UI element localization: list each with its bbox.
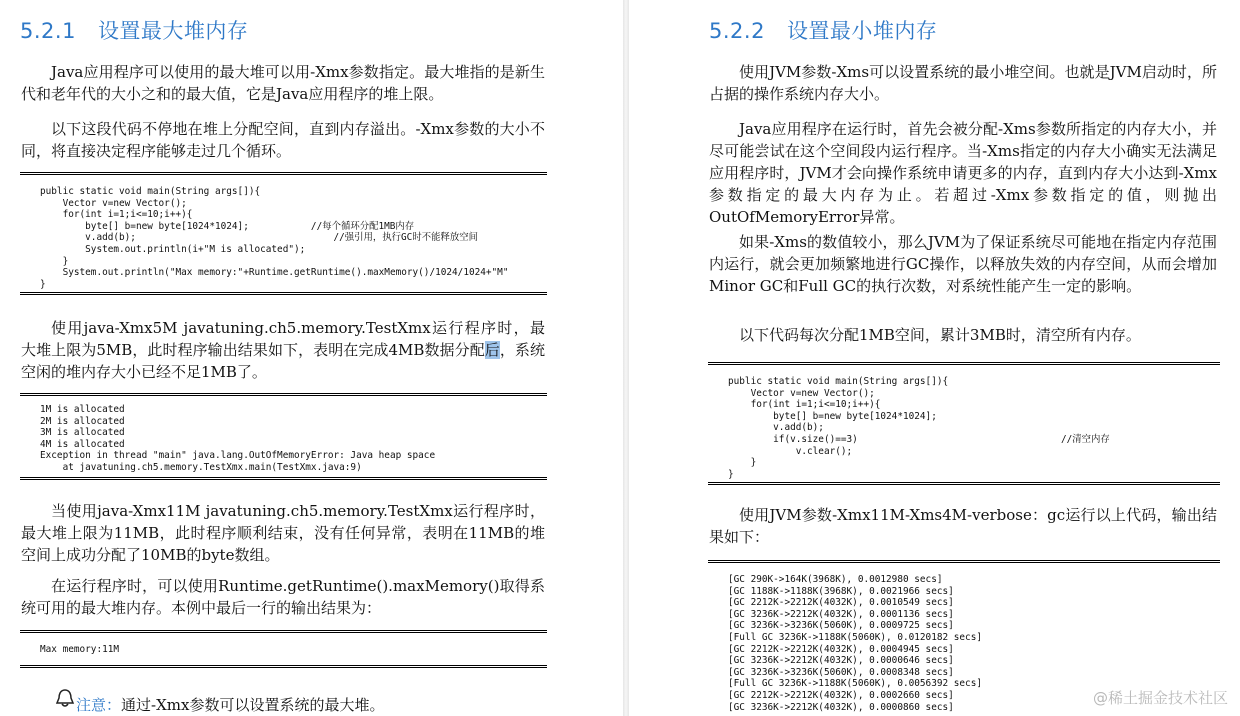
console-output: Max memory:11M: [40, 644, 120, 655]
code-rule-top: [20, 630, 547, 633]
bell-icon: [54, 688, 76, 708]
paragraph: 使用JVM参数-Xms可以设置系统的最小堆空间。也就是JVM启动时，所占据的操作系统内存大小。: [709, 63, 1217, 103]
paragraph: 以下代码每次分配1MB空间，累计3MB时，清空所有内存。: [739, 326, 1141, 344]
paragraph: [21, 317, 545, 383]
code-rule-bottom: [20, 477, 547, 480]
code-block: public static void main(String args[]){ Vector v=new Vector(); for(int i=1;i<=10;i++){ byte[] b=new byte[1024*1024]; v.add(b); if(v.size()==3) //清空内存 v.clear(); } }: [728, 376, 1110, 480]
section-title: 设置最大堆内存: [97, 19, 249, 43]
paragraph-text: 使用java-Xmx5M javatuning.ch5.memory.TestXmx运行程序时，最大堆上限为5MB，此时程序输出结果如下，表明在完成4MB数据分配: [21, 319, 545, 359]
console-output: 1M is allocated 2M is allocated 3M is allocated 4M is allocated Exception in thread "main" java.lang.OutOfMemoryError: Java heap space at javatuning.ch5.memory.TestXmx.main(TestXmx.java:9): [40, 404, 436, 473]
paragraph: Java应用程序在运行时，首先会被分配-Xms参数所指定的内存大小，并尽可能尝试在这个空间段内运行程序。当-Xms指定的内存大小确实无法满足应用程序时，JVM才会向操作系统申请更多的内存，直到内存大小达到-Xmx参数指定的最大内存为止。若超过-Xmx参数指定的值，则抛出OutOfMemoryError异常。: [709, 120, 1217, 226]
note: [76, 694, 384, 715]
code-rule-top: [20, 172, 547, 175]
section-heading-5-2-1: [20, 15, 248, 45]
text-selection: 后: [484, 341, 500, 359]
paragraph: 在运行程序时，可以使用Runtime.getRuntime().maxMemory()取得系统可用的最大堆内存。本例中最后一行的输出结果为：: [21, 577, 545, 617]
code-rule-bottom: [20, 665, 547, 668]
paragraph: 如果-Xms的数值较小，那么JVM为了保证系统尽可能地在指定内存范围内运行，就会更加频繁地进行GC操作，以释放失效的内存空间，从而会增加Minor GC和Full GC的执行次数，对系统性能产生一定的影响。: [709, 233, 1217, 295]
paragraph: 当使用java-Xmx11M javatuning.ch5.memory.TestXmx运行程序时，最大堆上限为11MB，此时程序顺利结束，没有任何异常，表明在11MB的堆空间上成功分配了10MB的byte数组。: [21, 502, 545, 564]
note-text: 通过-Xmx参数可以设置系统的最大堆。: [121, 696, 385, 714]
code-rule-top: [20, 393, 547, 396]
code-block: public static void main(String args[]){ Vector v=new Vector(); for(int i=1;i<=10;i++){ byte[] b=new byte[1024*1024]; //每个循环分配1MB内存 v.add(b); //强引用，执行GC时不能释放空间 System.out.println(i+"M is allocated"); } System.out.println("Max memory:"+Runtime.getRuntime().maxMemory()/1024/1024+"M" }: [40, 186, 509, 290]
paragraph-text: ，系统空闲的堆内存大小已经不足1MB了。: [21, 341, 545, 381]
watermark: @稀土掘金技术社区: [1092, 689, 1228, 707]
section-heading-5-2-2: [709, 15, 937, 45]
code-rule-bottom: [708, 482, 1220, 485]
paragraph: 以下这段代码不停地在堆上分配空间，直到内存溢出。-Xmx参数的大小不同，将直接决定程序能够走过几个循环。: [21, 120, 545, 160]
code-rule-top: [708, 560, 1220, 563]
page-divider: [623, 0, 629, 716]
paragraph: Java应用程序可以使用的最大堆可以用-Xmx参数指定。最大堆指的是新生代和老年代的大小之和的最大值，它是Java应用程序的堆上限。: [21, 63, 545, 103]
right-page: [632, 0, 1240, 716]
paragraph: 使用JVM参数-Xmx11M-Xms4M-verbose：gc运行以上代码，输出结果如下：: [709, 506, 1217, 546]
section-number: 5.2.1: [20, 19, 76, 43]
section-title: 设置最小堆内存: [786, 19, 938, 43]
section-number: 5.2.2: [709, 19, 765, 43]
code-rule-bottom: [20, 292, 547, 295]
console-output: [GC 290K->164K(3968K), 0.0012980 secs] [GC 1188K->1188K(3968K), 0.0021966 secs] [GC 2212K->2212K(4032K), 0.0010549 secs] [GC 3236K->2212K(4032K), 0.0001136 secs] [GC 3236K->3236K(5060K), 0.0009725 secs] [Full GC 3236K->1188K(5060K), 0.0120182 secs] [GC 2212K->2212K(4032K), 0.0004945 secs] [GC 3236K->2212K(4032K), 0.0000646 secs] [GC 3236K->3236K(5060K), 0.0008348 secs] [Full GC 3236K->1188K(5060K), 0.0056392 secs] [GC 2212K->2212K(4032K), 0.0002660 secs] [GC 3236K->2212K(4032K), 0.0000860 secs]: [728, 574, 982, 713]
code-rule-top: [708, 362, 1220, 365]
note-label: 注意：: [76, 696, 122, 714]
